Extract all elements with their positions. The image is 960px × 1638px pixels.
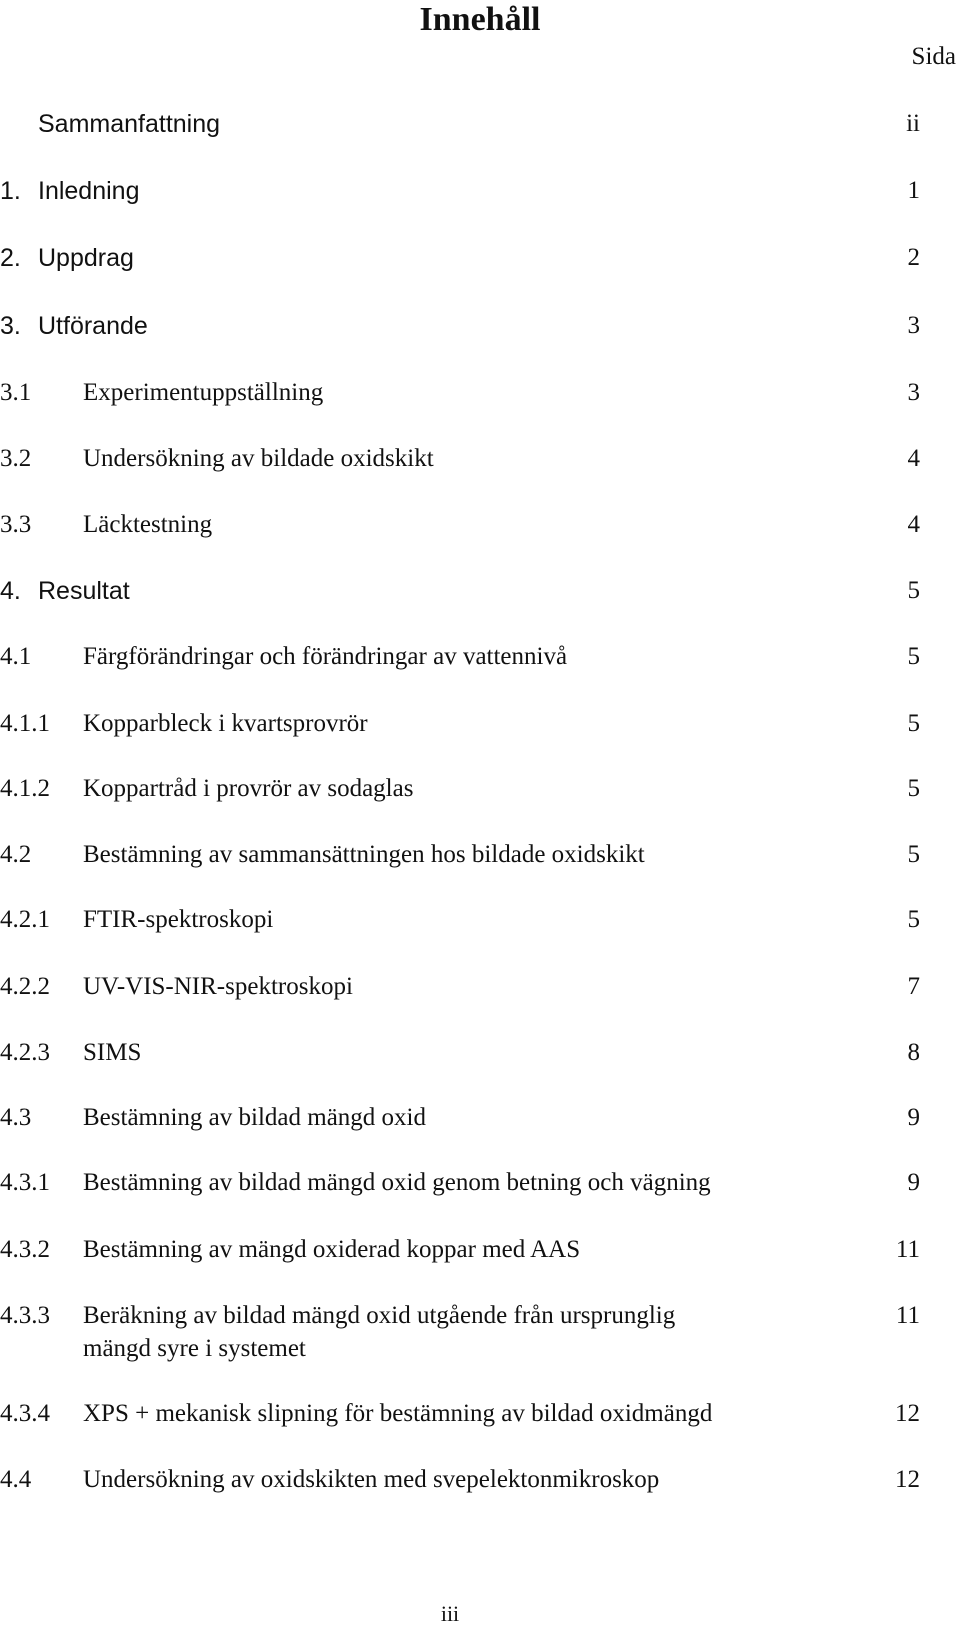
toc-entry-number: 4.1.2 (0, 775, 50, 802)
toc-entry-page: 9 (907, 1169, 920, 1196)
toc-entry-page: 4 (907, 445, 920, 472)
toc-entry-label: Läcktestning (83, 511, 213, 538)
toc-entry-label: Undersökning av oxidskikten med svepelektonmikroskop (83, 1466, 660, 1493)
toc-entry-number: 4.4 (0, 1466, 32, 1493)
toc-entry-page: 12 (895, 1400, 920, 1427)
toc-entry-label: SIMS (83, 1039, 142, 1066)
toc-entry-number: 1. (0, 177, 21, 205)
toc-entry-number: 4.3.4 (0, 1400, 50, 1427)
toc-entry-label: Inledning (38, 177, 140, 205)
toc-entry-label: Koppartråd i provrör av sodaglas (83, 775, 414, 802)
toc-entry-number: 4. (0, 577, 21, 605)
toc-entry-label: Bestämning av bildad mängd oxid (83, 1104, 427, 1131)
toc-entry-page: 5 (907, 841, 920, 868)
toc-entry-number: 4.1.1 (0, 710, 50, 737)
toc-entry-label: Sammanfattning (38, 110, 221, 138)
toc-entry-label: Bestämning av bildad mängd oxid genom betning och vägning (83, 1169, 711, 1196)
toc-entry-number: 3.2 (0, 445, 32, 472)
toc-entry-label: Färgförändringar och förändringar av vattennivå (83, 643, 568, 670)
page-column-header: Sida (911, 43, 956, 70)
page-number: iii (440, 1601, 460, 1626)
toc-entry-number: 4.3.1 (0, 1169, 50, 1196)
toc-entry-number: 3.3 (0, 511, 32, 538)
toc-entry-label: Resultat (38, 577, 130, 605)
toc-entry-label: Uppdrag (38, 244, 134, 272)
toc-entry-label: Undersökning av bildade oxidskikt (83, 445, 434, 472)
toc-entry-number: 4.3 (0, 1104, 32, 1131)
toc-entry-page: 5 (907, 710, 920, 737)
toc-entry-page: 7 (907, 973, 920, 1000)
toc-entry-number: 2. (0, 244, 21, 272)
toc-entry-number: 4.2.2 (0, 973, 50, 1000)
toc-entry-page: 5 (907, 643, 920, 670)
toc-entry-label: Bestämning av mängd oxiderad koppar med AAS (83, 1236, 581, 1263)
toc-entry-number: 3.1 (0, 379, 32, 406)
page-title: Innehåll (419, 1, 541, 38)
toc-entry-number: 4.2.1 (0, 906, 50, 933)
toc-entry-page: 9 (907, 1104, 920, 1131)
toc-entry-number: 4.3.3 (0, 1302, 50, 1329)
toc-entry-page: 5 (907, 577, 920, 604)
toc-entry-page: 3 (907, 379, 920, 406)
toc-entry-label: Experimentuppställning (83, 379, 324, 406)
toc-entry-number: 4.2 (0, 841, 32, 868)
toc-entry-label: Utförande (38, 312, 148, 340)
toc-entry-label: FTIR-spektroskopi (83, 906, 274, 933)
toc-entry-label: Bestämning av sammansättningen hos bildade oxidskikt (83, 841, 645, 868)
toc-entry-page: 4 (907, 511, 920, 538)
toc-entry-number: 4.3.2 (0, 1236, 50, 1263)
toc-entry-page: 11 (895, 1302, 920, 1329)
toc-entry-label: UV-VIS-NIR-spektroskopi (83, 973, 353, 1000)
toc-entry-label: Beräkning av bildad mängd oxid utgående från ursprunglig (83, 1302, 676, 1329)
toc-entry-page: 11 (895, 1236, 920, 1263)
toc-entry-page: 12 (895, 1466, 920, 1493)
toc-entry-number: 4.2.3 (0, 1039, 50, 1066)
toc-entry-page: 5 (907, 775, 920, 802)
toc-entry-page: 2 (907, 244, 920, 271)
toc-entry-number: 3. (0, 312, 21, 340)
toc-entry-label-line2: mängd syre i systemet (83, 1335, 306, 1362)
toc-entry-page: 8 (907, 1039, 920, 1066)
toc-entry-page: ii (906, 110, 920, 137)
toc-entry-page: 1 (907, 177, 920, 204)
toc-entry-label: XPS + mekanisk slipning för bestämning av bildad oxidmängd (83, 1400, 713, 1427)
toc-entry-page: 3 (907, 312, 920, 339)
toc-entry-label: Kopparbleck i kvartsprovrör (83, 710, 368, 737)
toc-entry-page: 5 (907, 906, 920, 933)
toc-entry-number: 4.1 (0, 643, 32, 670)
